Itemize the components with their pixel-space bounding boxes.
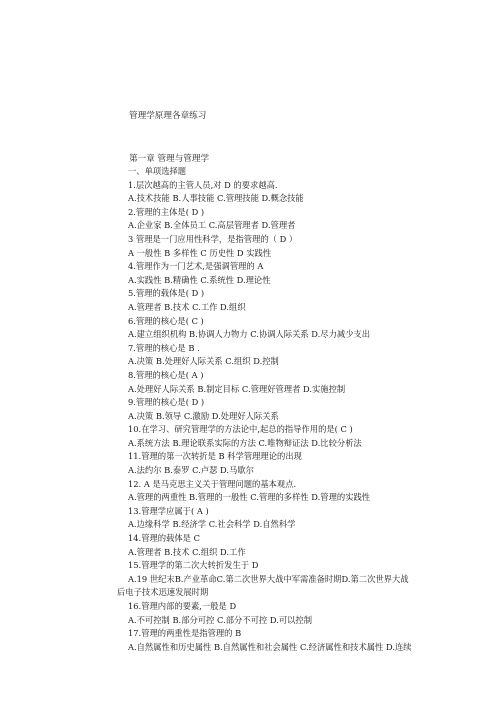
text-line: A 一般性 B 多样性 C 历史性 D 实践性 <box>128 247 272 258</box>
text-line: 11.管理的第一次转折是 B 科学管理理论的出现 <box>128 451 302 462</box>
text-line: A.技术技能 B.人事技能 C.管理技能 D.概念技能 <box>128 193 304 204</box>
text-line: 16.管理内部的要素,一般是 D <box>128 601 237 611</box>
chapter-heading: 第一章 管理与管理学 <box>129 154 210 164</box>
text-line: A.管理者 B.技术 C.工作 D.组织 <box>128 301 246 312</box>
text-line: 1.层次越高的主管人员,对 D 的要求越高. <box>128 179 278 190</box>
text-line: 14.管理的载体是 C <box>128 533 200 544</box>
text-line: 7.管理的核心是 B . <box>128 342 200 353</box>
text-line: A.19 世纪末B.产业革命C.第二次世界大战中军需准备时期D.第二次世界大战 <box>128 573 409 584</box>
text-line: 17.管理的两重性是指管理的 B <box>128 628 242 639</box>
text-line: 8.管理的核心是( A ) <box>128 369 204 380</box>
text-line: 后电子技术迅速发展时期 <box>117 587 209 598</box>
text-line: 5.管理的载体是( D ) <box>128 288 205 299</box>
text-line: A.管理的两重性 B.管理的一般性 C.管理的多样性 D.管理的实践性 <box>128 492 371 503</box>
text-line: 13.管理学应属于( A ) <box>128 505 209 516</box>
text-line: 9.管理的核心是( D ) <box>128 397 205 408</box>
text-line: 4.管理作为一门艺术,是强调管理的 A <box>128 261 264 272</box>
text-line: A.自然属性和历史属性 B.自然属性和社会属性 C.经济属性和技术属性 D.连续 <box>128 641 412 652</box>
text-line: 6.管理的核心是( C ) <box>128 315 204 326</box>
text-line: A.决策 B.处理好人际关系 C.组织 D.控制 <box>128 356 279 367</box>
text-line: A.决策 B.领导 C.激励 D.处理好人际关系 <box>128 410 279 421</box>
text-line: A.不可控制 B.部分可控 C.部分不可控 D.可以控制 <box>128 614 313 625</box>
text-line: 2.管理的主体是( D ) <box>128 206 205 217</box>
question-list <box>117 165 487 654</box>
text-line: 10.在学习、研究管理学的方法论中,起总的指导作用的是( C ) <box>128 424 353 435</box>
text-line: A.管理者 B.技术 C.组织 D.工作 <box>128 546 246 557</box>
text-line: A.建立组织机构 B.协调人力物力 C.协调人际关系 D.尽力减少支出 <box>128 329 371 340</box>
text-line: A.处理好人际关系 B.制定目标 C.管理好管理者 D.实施控制 <box>128 383 346 394</box>
text-line: 15.管理学的第二次大转折发生于 D <box>128 560 259 571</box>
text-line: A.边缘科学 B.经济学 C.社会科学 D.自然科学 <box>128 519 296 530</box>
text-line: 一、单项选择题 <box>128 166 187 176</box>
text-line: A.企业家 B.全体员工 C.高层管理者 D.管理者 <box>128 220 296 231</box>
text-line: A.系统方法 B.理论联系实际的方法 C.唯物辩证法 D.比较分析法 <box>128 437 362 448</box>
text-line: A.实践性 B.精确性 C.系统性 D.理论性 <box>128 274 271 285</box>
document-title: 管理学原理各章练习 <box>129 111 207 121</box>
text-line: 3 管理是一门应用性科学，是指管理的（ D ） <box>128 233 298 244</box>
text-line: 12. A 是马克思主义关于管理问题的基本观点. <box>128 478 297 489</box>
text-line: A.法约尔 B.泰罗 C.卢瑟 D.马歇尔 <box>128 465 254 476</box>
